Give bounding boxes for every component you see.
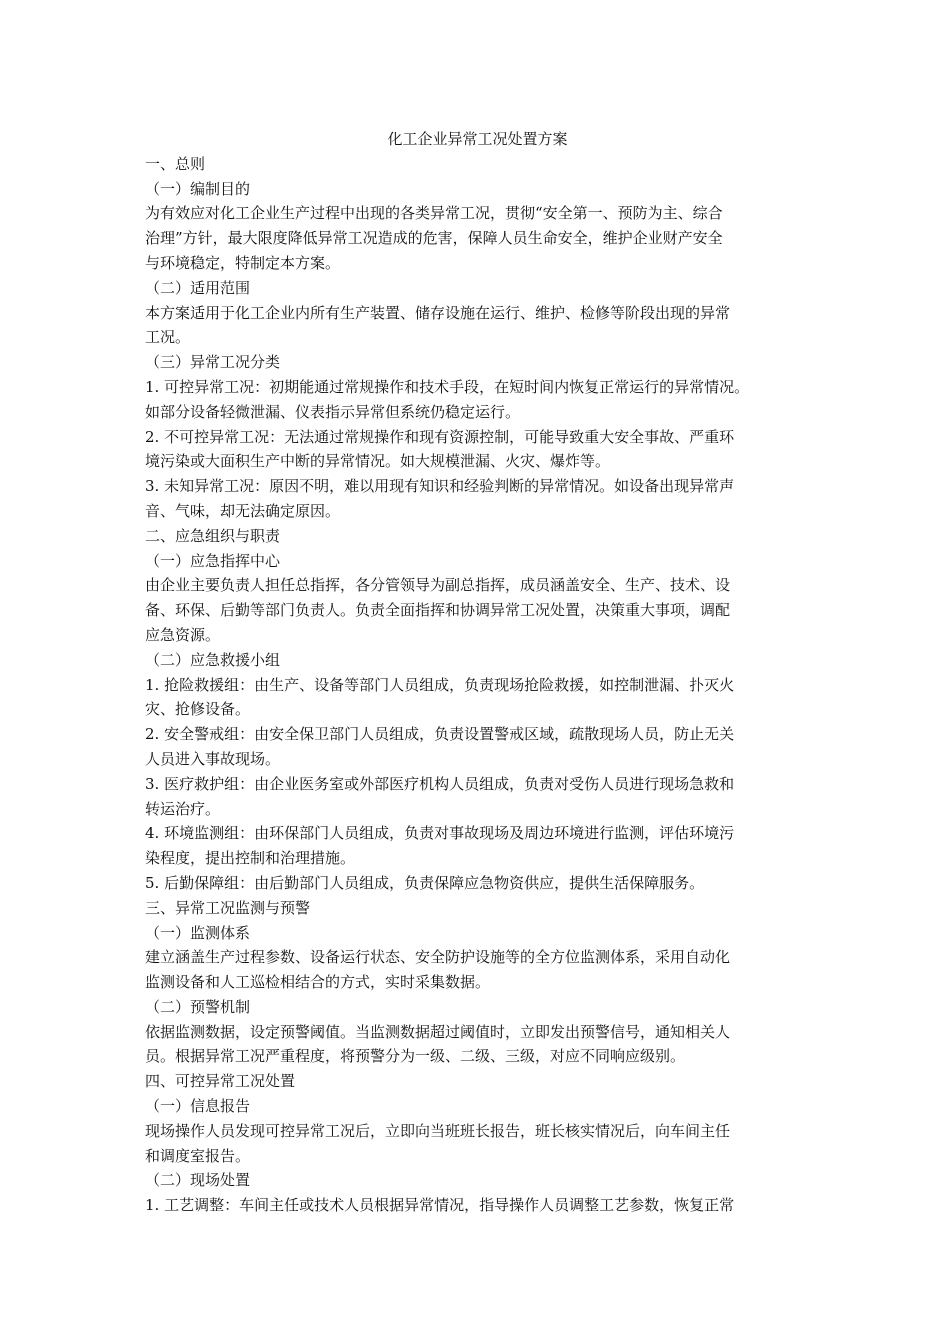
text-line: 现场操作人员发现可控异常工况后，立即向当班班长报告，班长核实情况后，向车间主任: [145, 1121, 731, 1140]
text-line: 建立涵盖生产过程参数、设备运行状态、安全防护设施等的全方位监测体系，采用自动化: [145, 948, 731, 967]
text-line: 2. 安全警戒组：由安全保卫部门人员组成，负责设置警戒区域，疏散现场人员，防止无关: [145, 725, 735, 744]
text-line: 四、可控异常工况处置: [145, 1072, 296, 1091]
text-line: 治理”方针，最大限度降低异常工况造成的危害，保障人员生命安全，维护企业财产安全: [145, 229, 723, 248]
text-line: 由企业主要负责人担任总指挥，各分管领导为副总指挥，成员涵盖安全、生产、技术、设: [145, 576, 731, 595]
text-line: 1. 可控异常工况：初期能通过常规操作和技术手段，在短时间内恢复正常运行的异常情况。: [145, 377, 750, 396]
text-line: 与环境稳定，特制定本方案。: [145, 253, 341, 272]
text-line: 3. 未知异常工况：原因不明，难以用现有知识和经验判断的异常情况。如设备出现异常声: [145, 477, 735, 496]
text-line: 二、应急组织与职责: [145, 526, 281, 545]
text-line: 如部分设备轻微泄漏、仪表指示异常但系统仍稳定运行。: [145, 402, 521, 421]
text-line: 灾、抢修设备。: [145, 700, 251, 719]
text-line: 1. 抢险救援组：由生产、设备等部门人员组成，负责现场抢险救援，如控制泄漏、扑灭火: [145, 675, 735, 694]
text-line: 工况。: [145, 328, 191, 347]
text-line: 2. 不可控异常工况：无法通过常规操作和现有资源控制，可能导致重大安全事故、严重环: [145, 427, 735, 446]
text-line: （二）适用范围: [145, 278, 251, 297]
text-line: 本方案适用于化工企业内所有生产装置、储存设施在运行、维护、检修等阶段出现的异常: [145, 303, 731, 322]
text-line: 应急资源。: [145, 625, 221, 644]
text-line: （二）应急救援小组: [145, 650, 281, 669]
document-body: [145, 127, 810, 1218]
text-line: 染程度，提出控制和治理措施。: [145, 849, 356, 868]
text-line: 5. 后勤保障组：由后勤部门人员组成，负责保障应急物资供应，提供生活保障服务。: [145, 873, 705, 892]
text-line: （一）应急指挥中心: [145, 551, 281, 570]
text-line: 监测设备和人工巡检相结合的方式，实时采集数据。: [145, 973, 491, 992]
text-line: 员。根据异常工况严重程度，将预警分为一级、二级、三级，对应不同响应级别。: [145, 1047, 686, 1066]
text-line: 一、总则: [145, 154, 206, 173]
text-line: （一）信息报告: [145, 1097, 251, 1116]
document-title: 化工企业异常工况处置方案: [387, 130, 568, 148]
text-line: （二）预警机制: [145, 997, 251, 1016]
text-line: 和调度室报告。: [145, 1146, 251, 1165]
text-line: （三）异常工况分类: [145, 353, 281, 372]
text-line: 依据监测数据，设定预警阈值。当监测数据超过阈值时，立即发出预警信号，通知相关人: [145, 1022, 731, 1041]
text-line: 1. 工艺调整：车间主任或技术人员根据异常情况，指导操作人员调整工艺参数，恢复正常: [145, 1196, 735, 1215]
text-line: （一）监测体系: [145, 923, 251, 942]
text-line: （一）编制目的: [145, 179, 251, 198]
text-line: 音、气味，却无法确定原因。: [145, 501, 341, 520]
text-line: 3. 医疗救护组：由企业医务室或外部医疗机构人员组成，负责对受伤人员进行现场急救和: [145, 774, 735, 793]
text-line: 人员进入事故现场。: [145, 749, 281, 768]
paragraph-lines: [145, 152, 810, 1218]
text-line: 为有效应对化工企业生产过程中出现的各类异常工况，贯彻“安全第一、预防为主、综合: [145, 204, 723, 223]
text-line: 三、异常工况监测与预警: [145, 898, 311, 917]
text-line: 备、环保、后勤等部门负责人。负责全面指挥和协调异常工况处置，决策重大事项，调配: [145, 601, 731, 620]
text-line: （二）现场处置: [145, 1171, 251, 1190]
text-line: 4. 环境监测组：由环保部门人员组成，负责对事故现场及周边环境进行监测，评估环境污: [145, 824, 735, 843]
text-line: 境污染或大面积生产中断的异常情况。如大规模泄漏、火灾、爆炸等。: [145, 452, 611, 471]
text-line: 转运治疗。: [145, 799, 221, 818]
